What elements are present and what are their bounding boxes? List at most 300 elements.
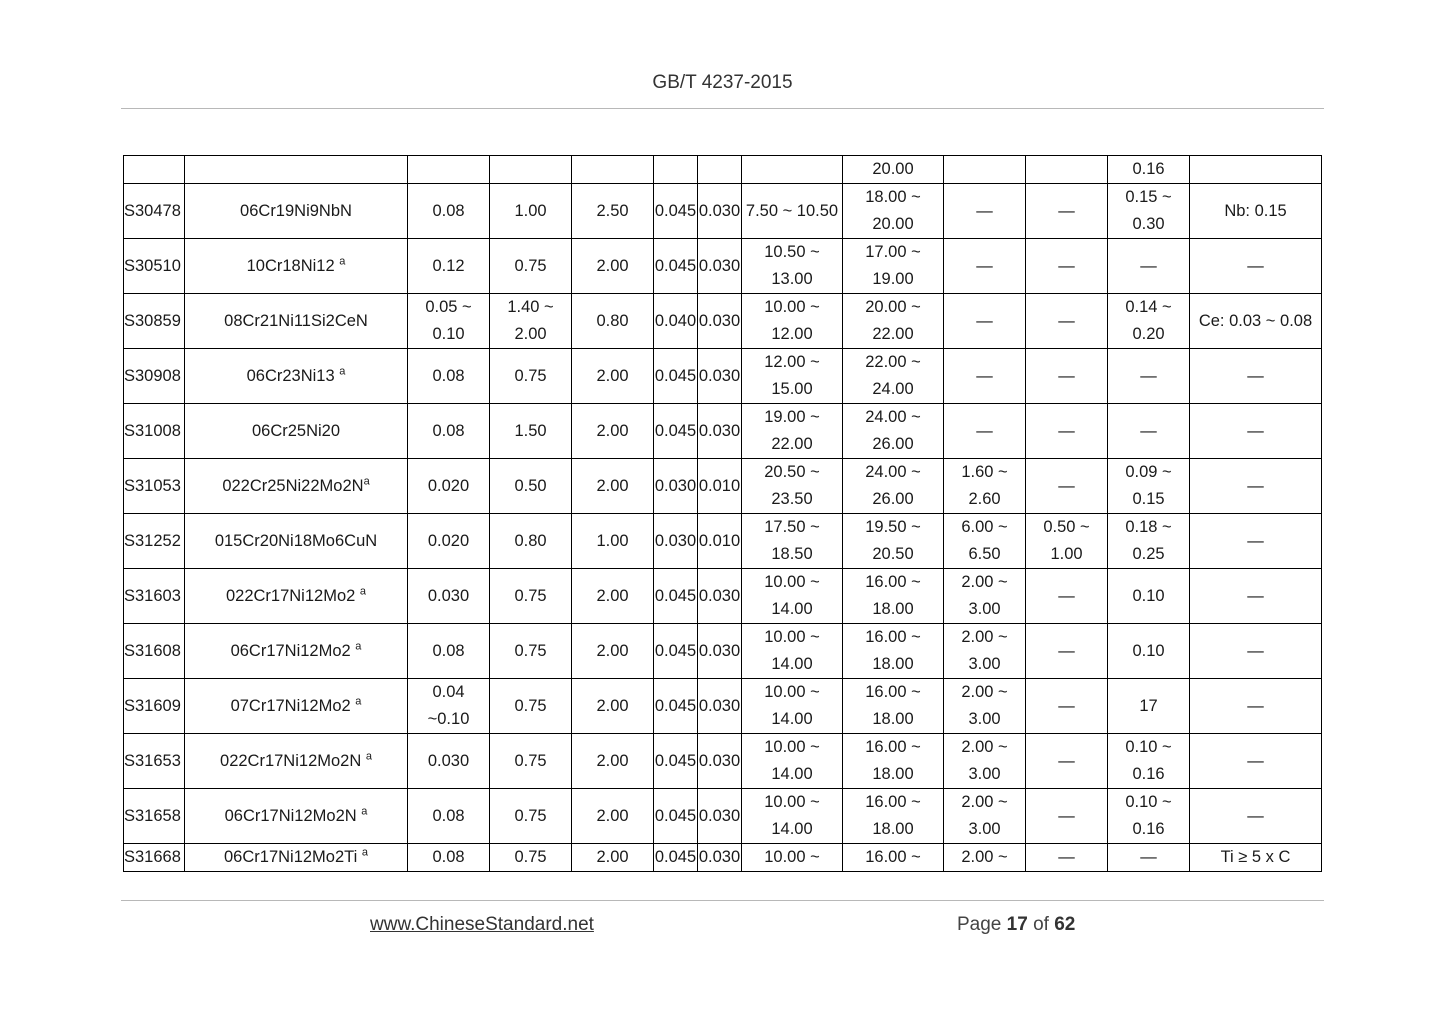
- element-s-cell: 0.030: [698, 349, 742, 404]
- element-si-cell: [490, 294, 572, 349]
- grade-code: S31668: [124, 844, 185, 872]
- value-line: 2.00 ~: [961, 683, 1008, 701]
- value-line: —: [976, 256, 993, 275]
- value-line: 2.00: [596, 696, 629, 715]
- element-cr-cell: [843, 459, 944, 514]
- value-line: 14.00: [771, 710, 813, 728]
- value-line: 0.16: [1132, 765, 1165, 783]
- header-rule: [121, 108, 1324, 109]
- element-mo-cell: [944, 679, 1026, 734]
- value-line: 1.00: [1050, 545, 1083, 563]
- element-mn-cell: [572, 514, 654, 569]
- element-n-cell: [1108, 569, 1190, 624]
- element-c-cell: [408, 789, 490, 844]
- element-mo-cell: [944, 459, 1026, 514]
- value-line: 20.00 ~: [865, 298, 921, 316]
- element-mn-cell: [572, 734, 654, 789]
- element-cu-cell: [1026, 459, 1108, 514]
- value-line: 0.10 ~: [1125, 793, 1172, 811]
- value-line: 18.00: [872, 655, 914, 673]
- value-line: 14.00: [771, 655, 813, 673]
- element-cr-cell: [843, 734, 944, 789]
- value-line: 22.00: [872, 325, 914, 343]
- element-c-cell: 0.08: [408, 844, 490, 872]
- element-si-cell: [490, 239, 572, 294]
- grade-name: [185, 459, 408, 514]
- value-line: 0.030: [427, 751, 470, 770]
- footnote-mark: a: [355, 640, 362, 652]
- value-line: 0.05 ~: [425, 298, 472, 316]
- other-elements-cell: —: [1190, 459, 1322, 514]
- table-row: [124, 404, 1322, 459]
- value-line: 0.75: [514, 256, 547, 275]
- element-mn-cell: [572, 349, 654, 404]
- value-line: 2.50: [596, 201, 629, 220]
- element-cu-cell: [1026, 294, 1108, 349]
- document-header: GB/T 4237-2015: [652, 72, 793, 93]
- grade-label: 06Cr17Ni12Mo2Ti: [224, 848, 362, 866]
- grade-name: [185, 514, 408, 569]
- element-mo-cell: [944, 514, 1026, 569]
- grade-name: [185, 404, 408, 459]
- value-line: 3.00: [968, 655, 1001, 673]
- value-line: —: [976, 201, 993, 220]
- footnote-mark: a: [355, 695, 362, 707]
- element-p-cell: 0.045: [654, 569, 698, 624]
- table-row: [124, 184, 1322, 239]
- element-si-cell: 0.75: [490, 844, 572, 872]
- value-line: 2.00: [596, 806, 629, 825]
- table-row: [124, 239, 1322, 294]
- value-line: 2.00 ~: [961, 793, 1008, 811]
- element-mn-cell: [572, 404, 654, 459]
- value-line: 1.40 ~: [507, 298, 554, 316]
- value-line: 15.00: [771, 380, 813, 398]
- value-line: 12.00: [771, 325, 813, 343]
- element-p-cell: 0.030: [654, 514, 698, 569]
- value-line: 0.15: [1132, 490, 1165, 508]
- element-cr-cell: [843, 789, 944, 844]
- value-line: 0.75: [514, 586, 547, 605]
- element-cu-cell: [1026, 679, 1108, 734]
- value-line: 24.00: [872, 380, 914, 398]
- value-line: 10.00 ~: [764, 738, 820, 756]
- footnote-mark: a: [363, 475, 370, 487]
- table-row: [124, 844, 1322, 872]
- page-word: Page: [957, 914, 1007, 935]
- other-elements-cell: —: [1190, 404, 1322, 459]
- value-line: —: [1058, 421, 1075, 440]
- table-cell: [742, 156, 843, 184]
- element-cr-cell: [843, 294, 944, 349]
- page-total: 62: [1054, 914, 1076, 935]
- value-line: 2.00 ~: [961, 628, 1008, 646]
- value-line: 0.08: [432, 806, 465, 825]
- table-cell: [1190, 156, 1322, 184]
- value-line: 2.00: [596, 421, 629, 440]
- value-line: 14.00: [771, 820, 813, 838]
- value-line: 10.00 ~: [764, 298, 820, 316]
- other-elements-cell: —: [1190, 679, 1322, 734]
- value-line: 1.60 ~: [961, 463, 1008, 481]
- footnote-mark: a: [361, 805, 368, 817]
- value-line: 19.50 ~: [865, 518, 921, 536]
- grade-code: S31252: [124, 514, 185, 569]
- other-elements-cell: Ce: 0.03 ~ 0.08: [1190, 294, 1322, 349]
- table-row: [124, 349, 1322, 404]
- element-cu-cell: —: [1026, 844, 1108, 872]
- element-n-cell: [1108, 624, 1190, 679]
- element-mo-cell: [944, 294, 1026, 349]
- element-p-cell: 0.045: [654, 734, 698, 789]
- element-ni-cell: [742, 734, 843, 789]
- table-row: [124, 569, 1322, 624]
- element-ni-cell: [742, 789, 843, 844]
- table-row: [124, 459, 1322, 514]
- element-ni-cell: 10.00 ~: [742, 844, 843, 872]
- element-cr-cell: [843, 404, 944, 459]
- value-line: 3.00: [968, 765, 1001, 783]
- element-cr-cell: [843, 239, 944, 294]
- element-p-cell: 0.045: [654, 349, 698, 404]
- element-mo-cell: [944, 239, 1026, 294]
- value-line: 18.00 ~: [865, 188, 921, 206]
- element-ni-cell: [742, 294, 843, 349]
- value-line: 2.00: [596, 366, 629, 385]
- footer-rule: [121, 900, 1324, 901]
- value-line: 7.50 ~ 10.50: [745, 201, 839, 220]
- element-p-cell: 0.045: [654, 844, 698, 872]
- element-cu-cell: [1026, 349, 1108, 404]
- grade-code: S31008: [124, 404, 185, 459]
- value-line: 6.50: [968, 545, 1001, 563]
- value-line: 0.030: [427, 586, 470, 605]
- value-line: 0.75: [514, 641, 547, 660]
- value-line: 2.00 ~: [961, 573, 1008, 591]
- grade-label: 015Cr20Ni18Mo6CuN: [214, 531, 378, 550]
- element-s-cell: 0.030: [698, 679, 742, 734]
- other-elements-cell: —: [1190, 239, 1322, 294]
- value-line: 0.10: [432, 325, 465, 343]
- element-mo-cell: [944, 789, 1026, 844]
- value-line: 0.020: [427, 476, 470, 495]
- value-line: 2.00: [596, 751, 629, 770]
- element-n-cell: [1108, 239, 1190, 294]
- grade-label: 022Cr17Ni12Mo2: [225, 586, 360, 605]
- table-cell: [698, 156, 742, 184]
- element-n-cell: —: [1108, 844, 1190, 872]
- element-ni-cell: [742, 184, 843, 239]
- value-line: 0.020: [427, 531, 470, 550]
- grade-name: [185, 679, 408, 734]
- value-line: 0.30: [1132, 215, 1165, 233]
- website-link[interactable]: www.ChineseStandard.net: [370, 914, 594, 935]
- value-line: —: [1058, 806, 1075, 825]
- value-line: 2.60: [968, 490, 1001, 508]
- value-line: 6.00 ~: [961, 518, 1008, 536]
- element-cu-cell: [1026, 514, 1108, 569]
- element-s-cell: 0.030: [698, 624, 742, 679]
- table-body: [124, 156, 1322, 872]
- element-si-cell: [490, 569, 572, 624]
- grade-label: 10Cr18Ni12: [246, 256, 340, 275]
- table-row: [124, 624, 1322, 679]
- element-si-cell: [490, 679, 572, 734]
- element-c-cell: [408, 294, 490, 349]
- element-mn-cell: [572, 184, 654, 239]
- value-line: 1.00: [514, 201, 547, 220]
- value-line: —: [1058, 476, 1075, 495]
- element-s-cell: 0.030: [698, 239, 742, 294]
- value-line: 18.00: [872, 820, 914, 838]
- other-elements-cell: —: [1190, 349, 1322, 404]
- element-p-cell: 0.045: [654, 239, 698, 294]
- grade-label: 022Cr25Ni22Mo2N: [222, 476, 364, 495]
- value-line: —: [976, 311, 993, 330]
- value-line: 0.12: [432, 256, 465, 275]
- value-line: 10.00 ~: [764, 573, 820, 591]
- element-c-cell: [408, 349, 490, 404]
- grade-code: S31609: [124, 679, 185, 734]
- element-s-cell: 0.010: [698, 459, 742, 514]
- element-cr-cell: 16.00 ~: [843, 844, 944, 872]
- value-line: 0.50 ~: [1043, 518, 1090, 536]
- element-cr-cell: [843, 679, 944, 734]
- element-s-cell: 0.030: [698, 569, 742, 624]
- element-mn-cell: [572, 679, 654, 734]
- element-p-cell: 0.045: [654, 789, 698, 844]
- value-line: 19.00 ~: [764, 408, 820, 426]
- element-n-cell: [1108, 184, 1190, 239]
- element-si-cell: [490, 514, 572, 569]
- element-mo-cell: [944, 349, 1026, 404]
- element-p-cell: 0.045: [654, 184, 698, 239]
- value-line: 0.08: [432, 641, 465, 660]
- grade-code: S31658: [124, 789, 185, 844]
- grade-name: [185, 844, 408, 872]
- value-line: 10.00 ~: [764, 628, 820, 646]
- value-line: 0.04: [432, 683, 465, 701]
- value-line: 16.00 ~: [865, 573, 921, 591]
- value-line: 10.00 ~: [764, 683, 820, 701]
- value-line: 16.00 ~: [865, 683, 921, 701]
- table-row: [124, 294, 1322, 349]
- value-line: —: [1058, 256, 1075, 275]
- grade-code: S31653: [124, 734, 185, 789]
- element-ni-cell: [742, 679, 843, 734]
- element-si-cell: [490, 624, 572, 679]
- value-line: 16.00 ~: [865, 793, 921, 811]
- of-word: of: [1027, 914, 1055, 935]
- value-line: 14.00: [771, 600, 813, 618]
- footnote-mark: a: [339, 255, 346, 267]
- value-line: 1.50: [514, 421, 547, 440]
- element-ni-cell: [742, 624, 843, 679]
- element-mn-cell: [572, 789, 654, 844]
- value-line: 2.00: [596, 476, 629, 495]
- element-si-cell: [490, 459, 572, 514]
- element-mn-cell: [572, 239, 654, 294]
- element-mn-cell: [572, 569, 654, 624]
- value-line: 0.14 ~: [1125, 298, 1172, 316]
- value-line: 0.15 ~: [1125, 188, 1172, 206]
- grade-label: 08Cr21Ni11Si2CeN: [224, 311, 368, 330]
- element-c-cell: [408, 514, 490, 569]
- value-line: 18.50: [771, 545, 813, 563]
- other-elements-cell: —: [1190, 734, 1322, 789]
- element-si-cell: [490, 734, 572, 789]
- page-number: 17: [1006, 914, 1028, 935]
- other-elements-cell: —: [1190, 624, 1322, 679]
- element-cu-cell: [1026, 734, 1108, 789]
- element-si-cell: [490, 349, 572, 404]
- element-s-cell: 0.030: [698, 844, 742, 872]
- value-line: 18.00: [872, 765, 914, 783]
- element-c-cell: [408, 624, 490, 679]
- value-line: 26.00: [872, 490, 914, 508]
- value-line: 0.20: [1132, 325, 1165, 343]
- element-cr-cell: [843, 184, 944, 239]
- element-cu-cell: [1026, 184, 1108, 239]
- table-row: [124, 789, 1322, 844]
- value-line: 14.00: [771, 765, 813, 783]
- element-mo-cell: [944, 734, 1026, 789]
- value-line: —: [1058, 366, 1075, 385]
- value-line: 22.00 ~: [865, 353, 921, 371]
- value-line: 20.50: [872, 545, 914, 563]
- value-line: 0.75: [514, 751, 547, 770]
- element-si-cell: [490, 789, 572, 844]
- value-line: —: [1058, 586, 1075, 605]
- value-line: 0.25: [1132, 545, 1165, 563]
- value-line: —: [976, 366, 993, 385]
- element-p-cell: 0.030: [654, 459, 698, 514]
- element-ni-cell: [742, 349, 843, 404]
- value-line: 16.00 ~: [865, 738, 921, 756]
- value-line: 17.50 ~: [764, 518, 820, 536]
- value-line: 3.00: [968, 710, 1001, 728]
- element-c-cell: [408, 239, 490, 294]
- element-s-cell: 0.030: [698, 734, 742, 789]
- element-n-cell: [1108, 404, 1190, 459]
- element-si-cell: [490, 184, 572, 239]
- value-line: —: [1140, 366, 1157, 385]
- footnote-mark: a: [361, 846, 368, 859]
- grade-label: 06Cr23Ni13: [246, 366, 340, 385]
- element-c-cell: [408, 404, 490, 459]
- table-row: [124, 734, 1322, 789]
- grade-code: S30478: [124, 184, 185, 239]
- value-line: 0.18 ~: [1125, 518, 1172, 536]
- grade-code: S30510: [124, 239, 185, 294]
- value-line: 13.00: [771, 270, 813, 288]
- grade-name: [185, 624, 408, 679]
- value-line: 26.00: [872, 435, 914, 453]
- element-ni-cell: [742, 514, 843, 569]
- grade-code: S31053: [124, 459, 185, 514]
- value-line: 12.00 ~: [764, 353, 820, 371]
- table-cell: [490, 156, 572, 184]
- table-cell: [944, 156, 1026, 184]
- footnote-mark: a: [365, 750, 372, 762]
- element-mo-cell: [944, 569, 1026, 624]
- value-line: 23.50: [771, 490, 813, 508]
- element-cu-cell: [1026, 239, 1108, 294]
- value-line: 18.00: [872, 710, 914, 728]
- grade-label: 06Cr17Ni12Mo2: [230, 641, 356, 660]
- value-line: 0.75: [514, 366, 547, 385]
- table-cell: 0.16: [1108, 156, 1190, 184]
- table-cell: [408, 156, 490, 184]
- grade-code: S31603: [124, 569, 185, 624]
- grade-name: [185, 789, 408, 844]
- value-line: 10.50 ~: [764, 243, 820, 261]
- element-c-cell: [408, 459, 490, 514]
- other-elements-cell: —: [1190, 789, 1322, 844]
- value-line: —: [1058, 751, 1075, 770]
- element-ni-cell: [742, 404, 843, 459]
- value-line: 2.00 ~: [961, 738, 1008, 756]
- value-line: 16.00 ~: [865, 628, 921, 646]
- value-line: 0.16: [1132, 820, 1165, 838]
- element-si-cell: [490, 404, 572, 459]
- element-cr-cell: [843, 514, 944, 569]
- element-p-cell: 0.040: [654, 294, 698, 349]
- element-mn-cell: [572, 624, 654, 679]
- grade-label: 06Cr19Ni9NbN: [240, 201, 352, 220]
- value-line: 0.10 ~: [1125, 738, 1172, 756]
- value-line: 2.00: [596, 641, 629, 660]
- value-line: 2.00: [596, 256, 629, 275]
- element-s-cell: 0.010: [698, 514, 742, 569]
- grade-name: [185, 349, 408, 404]
- value-line: —: [1058, 201, 1075, 220]
- page-indicator: [957, 914, 1075, 936]
- element-s-cell: 0.030: [698, 789, 742, 844]
- grade-name: [185, 239, 408, 294]
- element-cr-cell: [843, 569, 944, 624]
- value-line: 18.00: [872, 600, 914, 618]
- value-line: 0.75: [514, 806, 547, 825]
- element-n-cell: [1108, 679, 1190, 734]
- grade-code: S31608: [124, 624, 185, 679]
- grade-name: [185, 734, 408, 789]
- table-cell: [1026, 156, 1108, 184]
- grade-label: 022Cr17Ni12Mo2N: [220, 751, 366, 770]
- element-n-cell: [1108, 459, 1190, 514]
- element-n-cell: [1108, 294, 1190, 349]
- value-line: 0.08: [432, 201, 465, 220]
- element-ni-cell: [742, 569, 843, 624]
- value-line: 0.10: [1132, 586, 1165, 605]
- table-cell: [654, 156, 698, 184]
- element-mn-cell: [572, 459, 654, 514]
- element-p-cell: 0.045: [654, 404, 698, 459]
- value-line: 17.00 ~: [865, 243, 921, 261]
- element-cu-cell: [1026, 404, 1108, 459]
- value-line: 0.75: [514, 696, 547, 715]
- grade-name: [185, 184, 408, 239]
- footnote-mark: a: [339, 365, 346, 377]
- grade-code: S30859: [124, 294, 185, 349]
- table-cell: [185, 156, 408, 184]
- value-line: 24.00 ~: [865, 408, 921, 426]
- value-line: 0.80: [596, 311, 629, 330]
- table-row: [124, 679, 1322, 734]
- grade-label: 06Cr25Ni20: [251, 421, 341, 440]
- element-cu-cell: [1026, 624, 1108, 679]
- value-line: —: [1140, 256, 1157, 275]
